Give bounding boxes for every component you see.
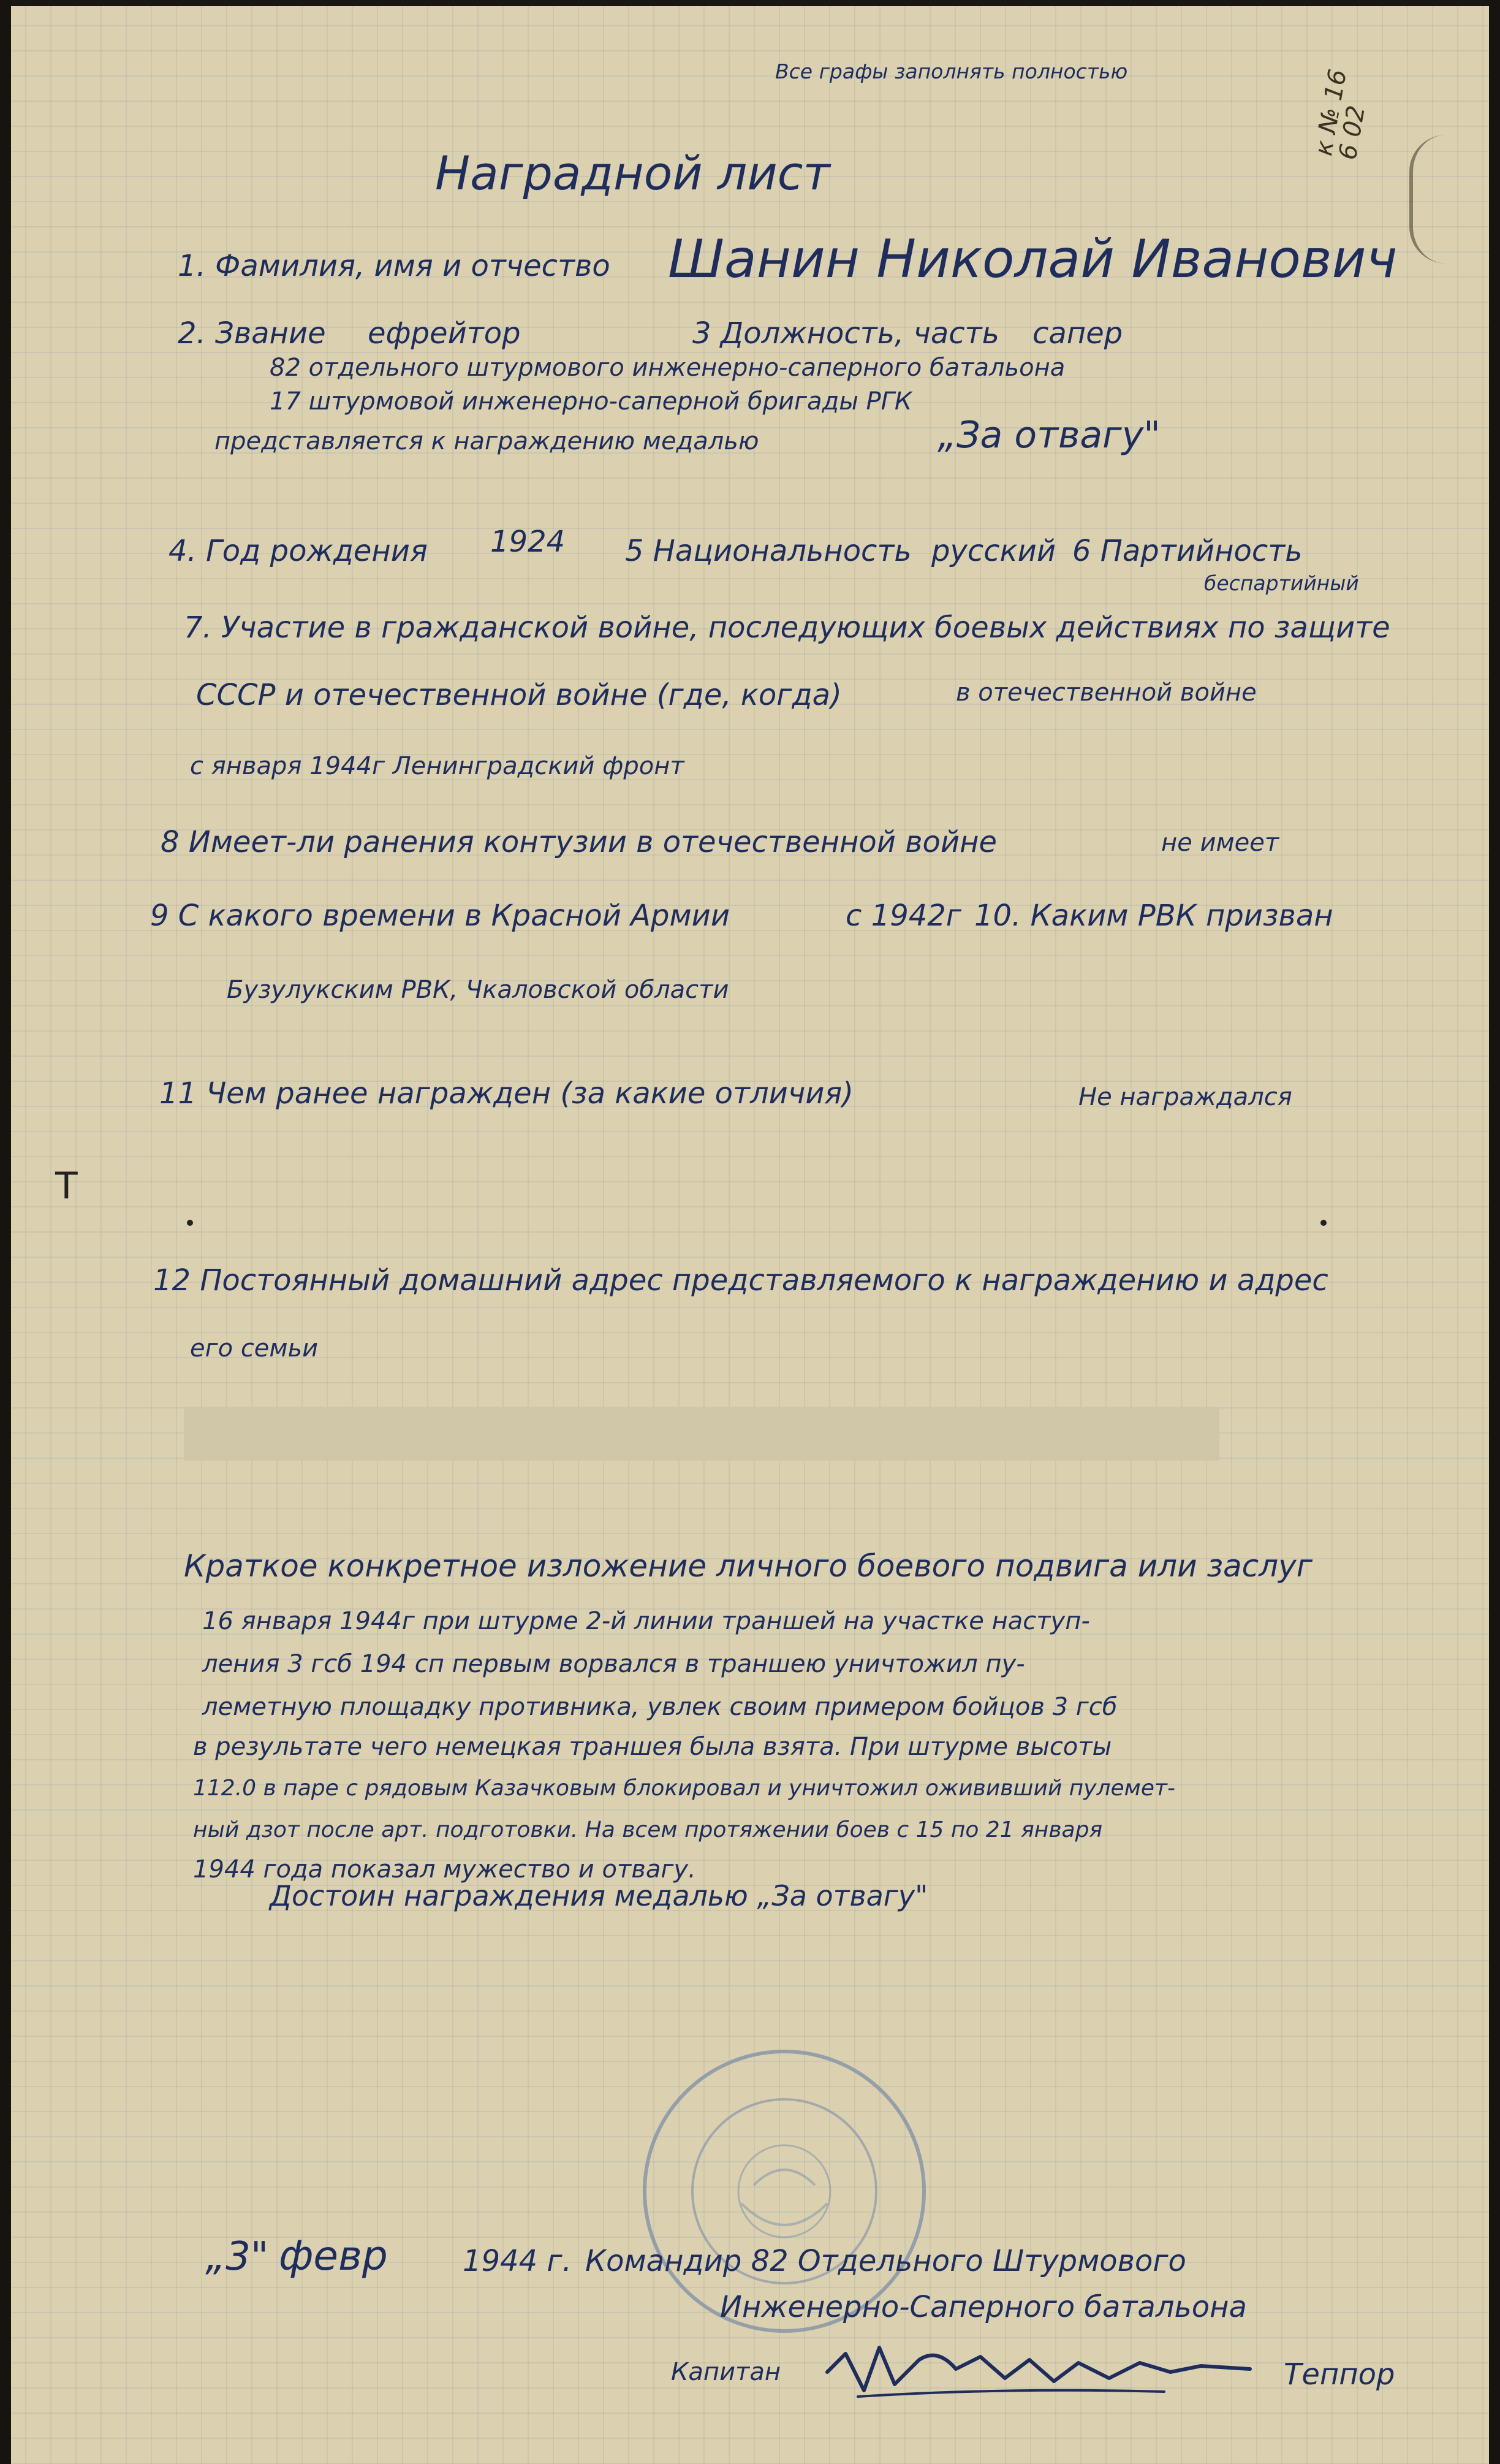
scan-border-left	[0, 0, 11, 2464]
q10-label: 10. Каким РВК призван	[974, 899, 1333, 933]
summary-line: ления 3 гсб 194 сп первым ворвался в траншею уничтожил пу-	[202, 1650, 1025, 1678]
summary-line: 16 января 1944г при штурме 2-й линии траншей на участке наступ-	[202, 1607, 1090, 1635]
signature-rank: Капитан	[671, 2358, 781, 2386]
unit-line-2: 17 штурмовой инженерно-саперной бригады РГК	[270, 387, 912, 416]
signature-name: Теппор	[1284, 2357, 1395, 2392]
q9-label: 9 С какого времени в Красной Армии	[150, 899, 730, 933]
q6-label: 6 Партийность	[1072, 534, 1303, 568]
archive-bracket	[1409, 135, 1493, 264]
signature-line-2: Инженерно-Саперного батальона	[720, 2290, 1247, 2324]
punch-hole-left	[187, 1220, 193, 1226]
q8-label: 8 Имеет-ли ранения контузии в отечественной войне	[161, 825, 997, 859]
q4-label: 4. Год рождения	[169, 534, 428, 568]
summary-line: в результате чего немецкая траншея была взята. При штурме высоты	[193, 1733, 1112, 1761]
presented-value: „За отвагу"	[938, 414, 1161, 457]
presented-label: представляется к награждению медалью	[214, 427, 759, 455]
q12-line-1: 12 Постоянный домашний адрес представляемого к награждению и адрес	[153, 1263, 1328, 1298]
q12-line-2: его семьи	[190, 1334, 319, 1363]
q8-value: не имеет	[1161, 829, 1279, 857]
header-note: Все графы заполнять полностью	[775, 59, 1128, 83]
summary-conclusion: Достоин награждения медалью „За отвагу"	[270, 1879, 928, 1912]
q3-label: 3 Должность, часть	[692, 316, 999, 351]
date-year: 1944 г.	[463, 2244, 572, 2278]
q4-value: 1924	[490, 525, 566, 559]
q11-label: 11 Чем ранее награжден (за какие отличия)	[159, 1076, 854, 1111]
q10-value: Бузулукским РВК, Чкаловской области	[227, 976, 729, 1004]
q1-value: Шанин Николай Иванович	[668, 229, 1398, 290]
summary-line: ный дзот после арт. подготовки. На всем протяжении боев с 15 по 21 января	[193, 1817, 1103, 1842]
q3-value: сапер	[1032, 316, 1123, 351]
date-month: февр	[279, 2232, 388, 2280]
scan-border-right	[1489, 0, 1500, 2464]
q7-line-1: 7. Участие в гражданской войне, последующих боевых действиях по защите	[184, 610, 1390, 645]
signature-line-1: Командир 82 Отдельного Штурмового	[585, 2244, 1186, 2278]
q7-line-2: СССР и отечественной войне (где, когда)	[196, 678, 842, 712]
q7-answer-b: с января 1944г Ленинградский фронт	[190, 752, 684, 780]
q5-value: русский	[931, 534, 1056, 568]
summary-line: 1944 года показал мужество и отвагу.	[193, 1855, 696, 1884]
punch-mark: T	[55, 1165, 78, 1207]
unit-line-1: 82 отдельного штурмового инженерно-саперного батальона	[270, 354, 1066, 382]
q2-value: ефрейтор	[368, 316, 521, 351]
summary-line: 112.0 в паре с рядовым Казачковым блокировал и уничтожил ожививший пулемет-	[193, 1776, 1175, 1801]
document-title: Наградной лист	[435, 146, 830, 200]
date-day: „3"	[205, 2234, 269, 2280]
redacted-address	[184, 1407, 1219, 1461]
archive-mark: к № 16 6 02	[1309, 67, 1371, 162]
summary-line: леметную площадку противника, увлек своим примером бойцов 3 гсб	[202, 1693, 1118, 1721]
handwritten-signature	[821, 2335, 1281, 2409]
scan-border-top	[0, 0, 1500, 6]
punch-hole-right	[1320, 1220, 1327, 1226]
q2-label: 2. Звание	[178, 316, 326, 351]
q6-value: беспартийный	[1204, 571, 1359, 595]
q5-label: 5 Национальность	[625, 534, 912, 568]
q1-label: 1. Фамилия, имя и отчество	[178, 249, 610, 283]
q9-value: с 1942г	[846, 899, 962, 933]
q7-answer-a: в отечественной войне	[956, 679, 1257, 707]
q11-value: Не награждался	[1078, 1083, 1292, 1111]
summary-title: Краткое конкретное изложение личного боевого подвига или заслуг	[184, 1548, 1312, 1584]
